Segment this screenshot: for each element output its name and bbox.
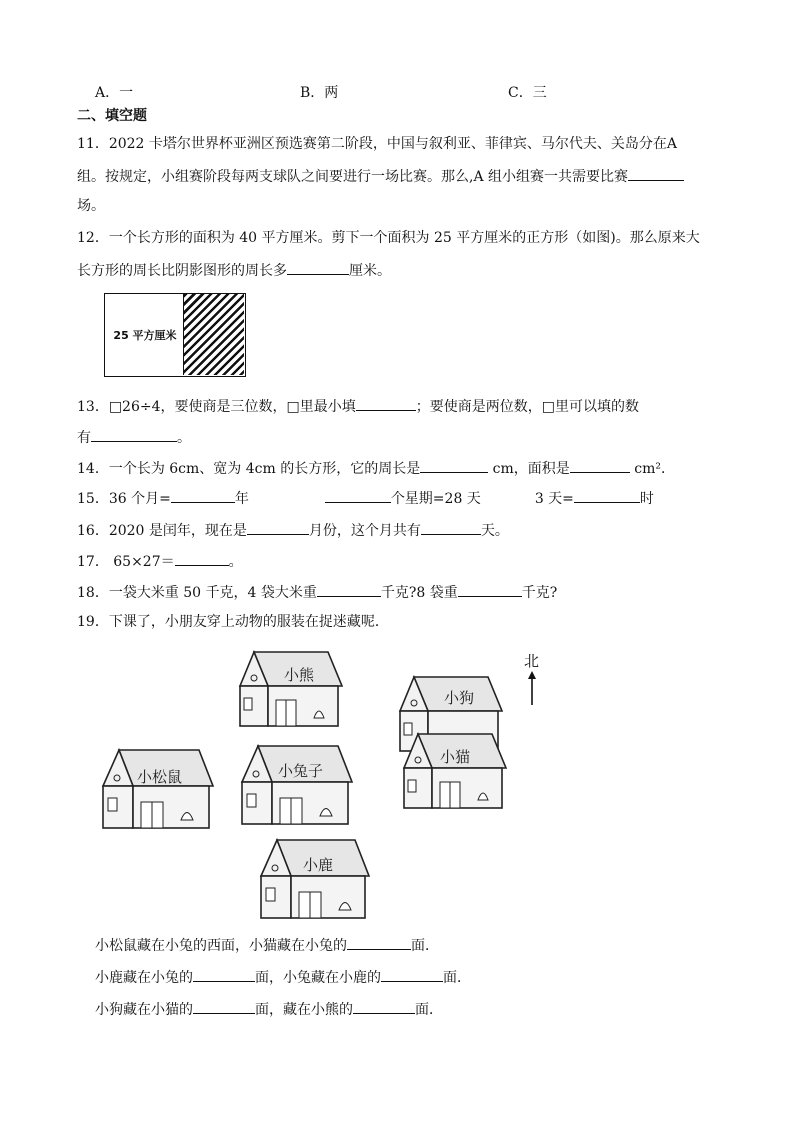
q19-s3-text-a: 小狗藏在小猫的: [95, 1002, 193, 1018]
q19-blank-5[interactable]: [353, 998, 415, 1014]
house-icon: [97, 746, 215, 832]
house-label-bear: 小熊: [284, 666, 315, 684]
q12-unit: 厘米。: [349, 263, 391, 279]
q19-sentence-3: [95, 998, 443, 1020]
q19-blank-3[interactable]: [381, 966, 443, 982]
q19-blank-1[interactable]: [347, 934, 411, 950]
q19-blank-2[interactable]: [193, 966, 255, 982]
q19-title: 19．下课了，小朋友穿上动物的服装在捉迷藏呢．: [77, 614, 389, 630]
house-squirrel: [97, 746, 215, 832]
q18-text-c: 千克?: [521, 585, 558, 601]
q13-text-a: 13．□26÷4，要使商是三位数，□里最小填: [77, 399, 356, 415]
q15-text-c: 个星期=28 天: [390, 491, 481, 507]
option-c: C．三: [508, 85, 547, 101]
q19-s1-text-b: 面．: [411, 938, 439, 954]
q16-text-b: 月份，这个月共有: [308, 523, 421, 539]
q13-line2: [77, 426, 191, 448]
house-cat: [396, 730, 508, 812]
house-label-deer: 小鹿: [303, 856, 334, 874]
house-icon: [236, 742, 354, 828]
q15-blank-weeks[interactable]: [325, 487, 391, 503]
q19-s3-text-c: 面．: [415, 1002, 443, 1018]
q13-blank-2[interactable]: [91, 426, 177, 442]
q11-line3: 场。: [77, 198, 105, 214]
q12-answer-blank[interactable]: [287, 259, 349, 275]
house-label-squirrel: 小松鼠: [137, 768, 183, 786]
q15-blank-hours[interactable]: [574, 487, 640, 503]
q14-line: [77, 457, 675, 479]
q12-line2: [77, 259, 391, 281]
q19-s2-text-b: 面，小兔藏在小鹿的: [255, 970, 381, 986]
q11-line2: [77, 165, 684, 187]
q15-text-d: 3 天=: [534, 491, 574, 507]
q16-blank-month[interactable]: [247, 519, 309, 535]
option-a: A．一: [95, 85, 134, 101]
q19-s1-text-a: 小松鼠藏在小兔的西面，小猫藏在小兔的: [95, 938, 347, 954]
q11-line1: 11．2022 卡塔尔世界杯亚洲区预选赛第二阶段，中国与叙利亚、菲律宾、马尔代夫、关岛分在A: [77, 136, 678, 152]
q16-text-a: 16．2020 是闰年，现在是: [77, 523, 247, 539]
q17-line: [77, 550, 243, 572]
q14-blank-perimeter[interactable]: [420, 457, 488, 473]
house-bear: [232, 648, 344, 730]
q15-blank-years[interactable]: [171, 487, 235, 503]
q14-text-b: cm，面积是: [492, 461, 570, 477]
rectangle-figure: [104, 293, 246, 377]
house-deer: [255, 836, 371, 922]
q19-sentence-2: [95, 966, 471, 988]
house-label-rabbit: 小兔子: [278, 762, 324, 780]
q15-text-b: 年: [234, 491, 249, 507]
house-icon: [255, 836, 371, 922]
q13-text-b: ；要使商是两位数，□里可以填的数: [415, 399, 639, 415]
q18-blank-2[interactable]: [458, 581, 522, 597]
q12-text: 长方形的周长比阴影图形的周长多: [77, 263, 287, 279]
q14-text-c: cm²．: [634, 461, 675, 477]
q18-blank-1[interactable]: [317, 581, 381, 597]
q16-text-c: 天。: [480, 523, 509, 539]
square-area-label: 25 平方厘米: [113, 328, 177, 342]
q14-text-a: 14．一个长为 6cm、宽为 4cm 的长方形，它的周长是: [77, 461, 421, 477]
q18-text-a: 18．一袋大米重 50 千克，4 袋大米重: [77, 585, 317, 601]
q15-text-e: 时: [639, 491, 654, 507]
q13-line1: [77, 395, 639, 417]
q19-blank-4[interactable]: [193, 998, 255, 1014]
q13-text-c: 有: [77, 430, 91, 446]
q13-blank-1[interactable]: [356, 395, 416, 411]
house-icon: [232, 648, 344, 730]
q11-text: 组。按规定，小组赛阶段每两支球队之间要进行一场比赛。那么,A 组小组赛一共需要比赛: [77, 169, 629, 185]
house-rabbit: [236, 742, 354, 828]
q11-answer-blank[interactable]: [628, 165, 684, 181]
q19-s2-text-c: 面．: [443, 970, 471, 986]
q18-line: [77, 581, 557, 603]
q15-line: [77, 487, 654, 509]
option-b: B．两: [300, 85, 339, 101]
q14-blank-area[interactable]: [570, 457, 630, 473]
house-label-dog: 小狗: [444, 689, 475, 707]
house-icon: [396, 730, 508, 812]
q19-sentence-1: [95, 934, 439, 956]
house-label-cat: 小猫: [440, 748, 471, 766]
q17-text-b: 。: [228, 554, 243, 570]
shaded-region: [183, 294, 244, 375]
q16-blank-days[interactable]: [421, 519, 481, 535]
q17-text-a: 17． 65×27＝: [77, 554, 175, 570]
north-arrow-icon: [522, 671, 542, 707]
q19-s2-text-a: 小鹿藏在小兔的: [95, 970, 193, 986]
q19-s3-text-b: 面，藏在小熊的: [255, 1002, 353, 1018]
q13-text-d: 。: [177, 430, 191, 446]
q15-text-a: 15．36 个月=: [77, 491, 171, 507]
q18-text-b: 千克?8 袋重: [380, 585, 458, 601]
north-label: 北: [524, 652, 540, 670]
north-indicator: [522, 650, 542, 711]
q12-line1: 12．一个长方形的面积为 40 平方厘米。剪下一个面积为 25 平方厘米的正方形（如图)。那么原来大: [77, 230, 700, 246]
section-title: 二、填空题: [77, 108, 147, 124]
q17-blank[interactable]: [175, 550, 229, 566]
q16-line: [77, 519, 509, 541]
